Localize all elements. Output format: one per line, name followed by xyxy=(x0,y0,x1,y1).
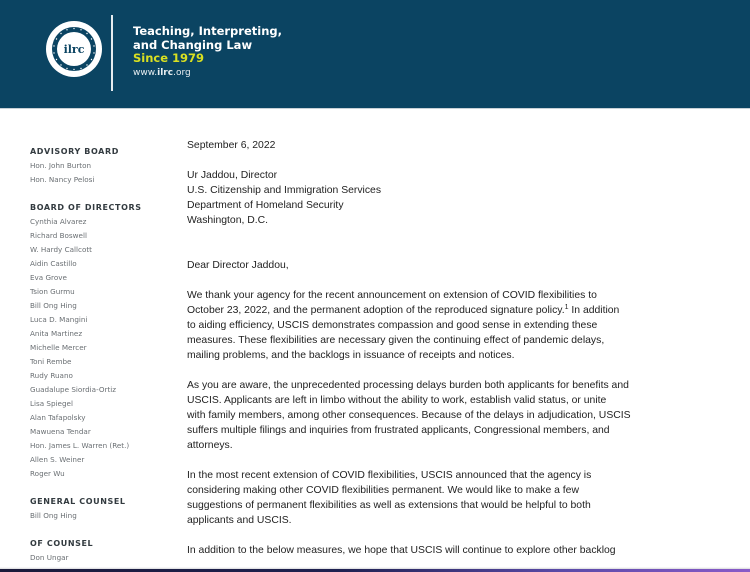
recipient-line: Washington, D.C. xyxy=(187,215,269,226)
director: Cynthia Alvarez xyxy=(30,217,87,226)
of-counsel-heading: OF COUNSEL xyxy=(30,539,94,548)
director: Hon. James L. Warren (Ret.) xyxy=(30,441,130,450)
director: Michelle Mercer xyxy=(30,343,87,352)
director: Alan Tafapolsky xyxy=(30,413,86,422)
paragraph-line: attorneys. xyxy=(187,440,233,451)
director: Eva Grove xyxy=(30,273,67,282)
paragraph-line: USCIS. Applicants are left in limbo without the ability to work, establish valid status, or unite xyxy=(187,395,607,406)
director: Toni Rembe xyxy=(30,357,72,366)
director: Allen S. Weiner xyxy=(30,455,85,464)
tagline-line-1: Teaching, Interpreting, xyxy=(133,24,282,38)
footnote-marker[interactable]: 1 xyxy=(564,304,569,311)
salutation: Dear Director Jaddou, xyxy=(187,260,289,271)
director: Aidin Castillo xyxy=(30,259,77,268)
letter-date: September 6, 2022 xyxy=(187,140,276,151)
paragraph-line: applicants and USCIS. xyxy=(187,515,292,526)
director: Guadalupe Siordia-Ortiz xyxy=(30,385,117,394)
recipient-line: Ur Jaddou, Director xyxy=(187,170,278,181)
director: Mawuena Tendar xyxy=(30,427,91,436)
director: Tsion Gurmu xyxy=(30,287,75,296)
paragraph-2 xyxy=(187,378,727,453)
paragraph-line: with family members, among other consequences. Because of the delays in adjudication, USCIS xyxy=(187,410,631,421)
director: W. Hardy Callcott xyxy=(30,245,92,254)
paragraph-line: suffers multiple filings and inquiries from frustrated applicants, Congressional members, and xyxy=(187,425,610,436)
tagline xyxy=(133,25,282,79)
general-counsel-heading: GENERAL COUNSEL xyxy=(30,497,126,506)
paragraph-line: We thank your agency for the recent announcement on extension of COVID flexibilities to xyxy=(187,290,597,301)
sidebar-board-list xyxy=(30,145,170,565)
website-url[interactable]: www.ilrc.org xyxy=(133,67,191,78)
recipient-line: Department of Homeland Security xyxy=(187,200,344,211)
director: Bill Ong Hing xyxy=(30,301,77,310)
advisory-board-heading: ADVISORY BOARD xyxy=(30,147,119,156)
tagline-line-2: and Changing Law xyxy=(133,37,253,52)
director: Anita Martinez xyxy=(30,329,83,338)
letter-body xyxy=(187,138,727,558)
logo-text: ilrc xyxy=(63,43,85,56)
director: Lisa Spiegel xyxy=(30,399,73,408)
director: Rudy Ruano xyxy=(30,371,73,380)
advisory-member: Hon. John Burton xyxy=(30,161,92,170)
director: Richard Boswell xyxy=(30,231,87,240)
advisory-member: Hon. Nancy Pelosi xyxy=(30,175,95,184)
paragraph-line: considering making other COVID flexibilities permanent. We would like to make a few xyxy=(187,485,579,496)
paragraph-line: October 23, 2022, and the permanent adoption of the reproduced signature policy.$^1$ In addition xyxy=(187,304,620,316)
letterhead-banner xyxy=(0,0,750,108)
board-of-directors-heading: BOARD OF DIRECTORS xyxy=(30,203,142,212)
paragraph-line: mailing problems, and the backlogs in issuance of receipts and notices. xyxy=(187,350,515,361)
since-year: Since 1979 xyxy=(133,51,205,65)
general-counsel-member: Bill Ong Hing xyxy=(30,511,77,520)
paragraph-line: In addition to the below measures, we hope that USCIS will continue to explore other backlog xyxy=(187,545,616,556)
of-counsel-member: Don Ungar xyxy=(30,553,69,562)
ilrc-logo-ring xyxy=(43,18,105,80)
recipient-line: U.S. Citizenship and Immigration Services xyxy=(187,185,382,196)
paragraph-line: to aiding efficiency, USCIS demonstrates compassion and good sense in extending these xyxy=(187,320,598,331)
paragraph-line: suggestions of permanent flexibilities as well as extensions that would be helpful to both xyxy=(187,500,591,511)
paragraph-1 xyxy=(187,288,727,363)
paragraph-line: measures. These flexibilities are necessary given the continuing effect of pandemic delays, xyxy=(187,335,605,346)
paragraph-line: As you are aware, the unprecedented processing delays burden both applicants for benefits and xyxy=(187,380,629,391)
recipient-address xyxy=(187,168,727,228)
header-underline xyxy=(0,108,750,109)
paragraph-4 xyxy=(187,543,727,558)
header-divider xyxy=(111,15,113,91)
director: Luca D. Mangini xyxy=(30,315,88,324)
paragraph-3 xyxy=(187,468,727,528)
director: Roger Wu xyxy=(30,469,65,478)
paragraph-line: In the most recent extension of COVID flexibilities, USCIS announced that the agency is xyxy=(187,470,592,481)
